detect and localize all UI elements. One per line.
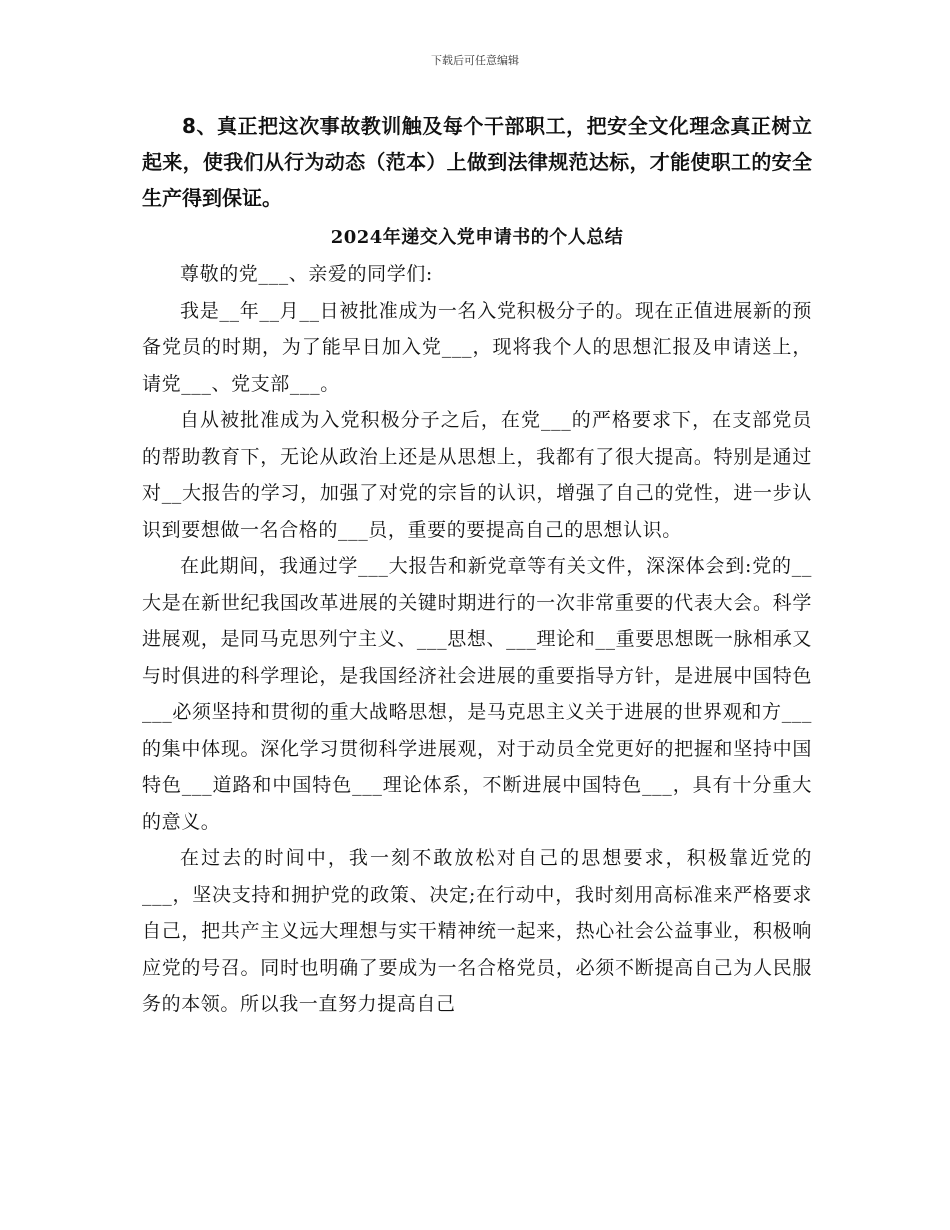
paragraph-3: 在此期间，我通过学___大报告和新党章等有关文件，深深体会到:党的__大是在新世纪我国改革进展的关键时期进行的一次非常重要的代表大会。科学进展观，是同马克思列宁主义、___思想、___理论和__重要思想既一脉相承又与时俱进的科学理论，是我国经济社会进展的重要指导方针，是进展中国特色___必须坚持和贯彻的重大战略思想，是马克思主义关于进展的世界观和方___的集中体现。深化学习贯彻科学进展观，对于动员全党更好的把握和坚持中国特色___道路和中国特色___理论体系，不断进展中国特色___，具有十分重大的意义。 <box>142 555 812 833</box>
greeting: 尊敬的党___、亲爱的同学们: <box>180 263 433 285</box>
document-body <box>142 108 812 1023</box>
paragraph-1: 我是__年__月__日被批准成为一名入党积极分子的。现在正值进展新的预备党员的时期，为了能早日加入党___，现将我个人的思想汇报及申请送上，请党___、党支部___。 <box>142 299 812 395</box>
document-title: 2024年递交入党申请书的个人总结 <box>330 227 624 248</box>
paragraph-2: 自从被批准成为入党积极分子之后，在党___的严格要求下，在支部党员的帮助教育下，无论从政治上还是从思想上，我都有了很大提高。特别是通过对__大报告的学习，加强了对党的宗旨的认识，增强了自己的党性，进一步认识到要想做一名合格的___员，重要的要提高自己的思想认识。 <box>142 409 812 541</box>
header-note: 下载后可任意编辑 <box>431 54 519 67</box>
paragraph-4: 在过去的时间中，我一刻不敢放松对自己的思想要求，积极靠近党的___，坚决支持和拥护党的政策、决定;在行动中，我时刻用高标准来严格要求自己，把共产主义远大理想与实干精神统一起来，热心社会公益事业，积极响应党的号召。同时也明确了要成为一名合格党员，必须不断提高自己为人民服务的本领。所以我一直努力提高自己 <box>142 847 812 1015</box>
bold-paragraph: 8、真正把这次事故教训触及每个干部职工，把安全文化理念真正树立起来，使我们从行为动态（范本）上做到法律规范达标，才能使职工的安全生产得到保证。 <box>142 114 812 210</box>
